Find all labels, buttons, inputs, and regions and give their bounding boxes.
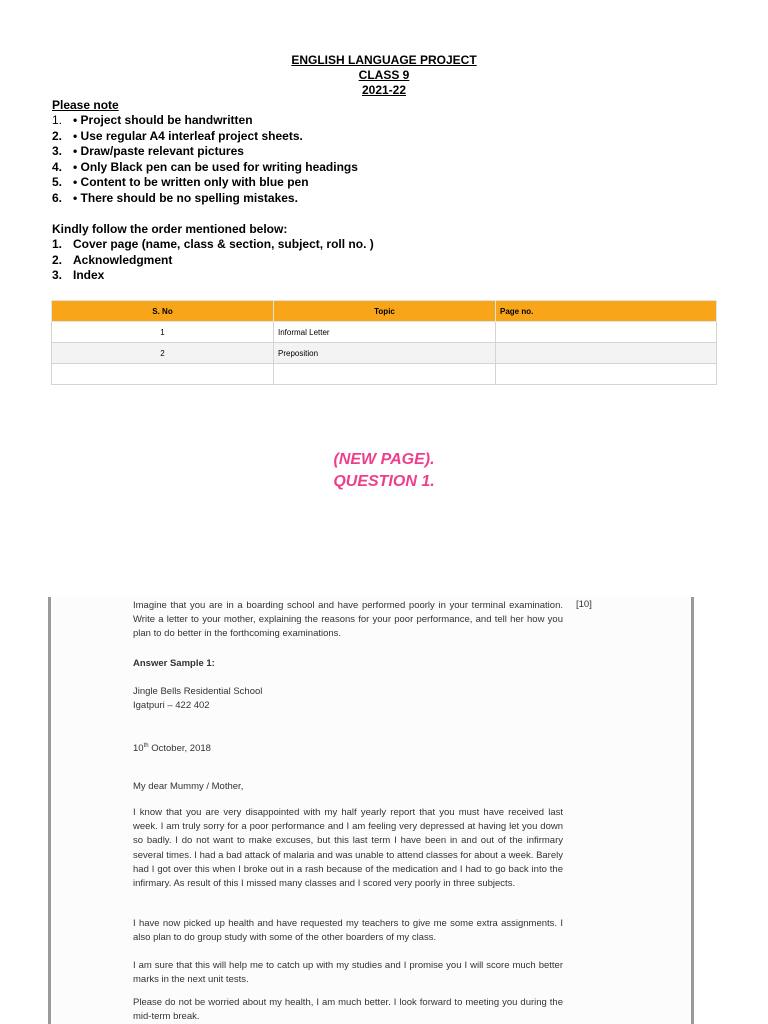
table-row <box>52 343 717 364</box>
letter-paragraph: I have now picked up health and have requested my teachers to give me some extra assignments. I also plan to do group study with some of the other boarders of my class. <box>133 918 563 944</box>
table-cell <box>496 322 717 343</box>
list-item: 1. • Project should be handwritten <box>52 113 253 127</box>
table-cell <box>52 364 274 385</box>
table-cell: 1 <box>52 322 274 343</box>
column-header: S. No <box>52 301 274 322</box>
class-label: CLASS 9 <box>358 68 410 82</box>
table-header-row <box>52 301 717 322</box>
year-label: 2021-22 <box>361 83 407 97</box>
document-title: ENGLISH LANGUAGE PROJECT <box>291 53 477 67</box>
list-item: 3. • Draw/paste relevant pictures <box>52 144 244 158</box>
address-line-2: Igatpuri – 422 402 <box>133 700 210 711</box>
question-text: Imagine that you are in a boarding school and have performed poorly in your terminal examination. Write a letter to your mother, explaining the reasons for your poor performance, and tell her how you plan to do better in the forthcoming examinations. <box>133 600 563 640</box>
list-item: 3. Index <box>52 268 105 282</box>
column-header: Page no. <box>496 301 717 322</box>
list-item: 2. • Use regular A4 interleaf project sheets. <box>52 128 303 143</box>
index-table <box>51 300 717 385</box>
table-cell: Preposition <box>274 343 496 364</box>
please-note-heading: Please note <box>52 98 119 112</box>
scanned-answer-sample <box>48 597 694 1024</box>
letter-paragraph: I know that you are very disappointed with my half yearly report that you must have received last week. I am truly sorry for a poor performance and I am feeling very depressed at having let you down so badly. I do not want to make excuses, but this last term I have been in and out of the infirmary several times. I had a bad attack of malaria and was unable to attend classes for about a week. Barely had I got over this when I broke out in a rash because of the medication and I had to go back into the infirmary. As result of this I missed many classes and I scored very poorly in three subjects. <box>133 807 563 890</box>
letter-paragraph: Please do not be worried about my health, I am much better. I look forward to meeting you during the mid-term break. <box>133 997 563 1023</box>
list-item: 2. Acknowledgment <box>52 252 173 267</box>
letter-date: 10th October, 2018 <box>133 743 211 755</box>
table-cell <box>496 343 717 364</box>
instructions-list <box>52 113 358 206</box>
new-page-label: (NEW PAGE). <box>333 451 435 468</box>
order-heading: Kindly follow the order mentioned below: <box>52 222 288 236</box>
table-cell <box>274 364 496 385</box>
marks-label: [10] <box>576 599 592 610</box>
table-cell: Informal Letter <box>274 322 496 343</box>
list-item: 6. • There should be no spelling mistakes. <box>52 190 298 205</box>
table-row <box>52 364 717 385</box>
list-item: 4. • Only Black pen can be used for writing headings <box>52 159 358 174</box>
answer-label: Answer Sample 1: <box>133 658 215 669</box>
column-header: Topic <box>274 301 496 322</box>
question-label: QUESTION 1. <box>333 473 435 490</box>
table-cell: 2 <box>52 343 274 364</box>
list-item: 1. Cover page (name, class & section, subject, roll no. ) <box>52 237 374 251</box>
address-line-1: Jingle Bells Residential School <box>133 686 263 697</box>
list-item: 5. • Content to be written only with blue pen <box>52 175 309 189</box>
order-list <box>52 237 374 284</box>
letter-paragraph: I am sure that this will help me to catch up with my studies and I promise you I will score much better marks in the next unit tests. <box>133 960 563 986</box>
table-cell <box>496 364 717 385</box>
salutation: My dear Mummy / Mother, <box>133 781 244 792</box>
table-row <box>52 322 717 343</box>
